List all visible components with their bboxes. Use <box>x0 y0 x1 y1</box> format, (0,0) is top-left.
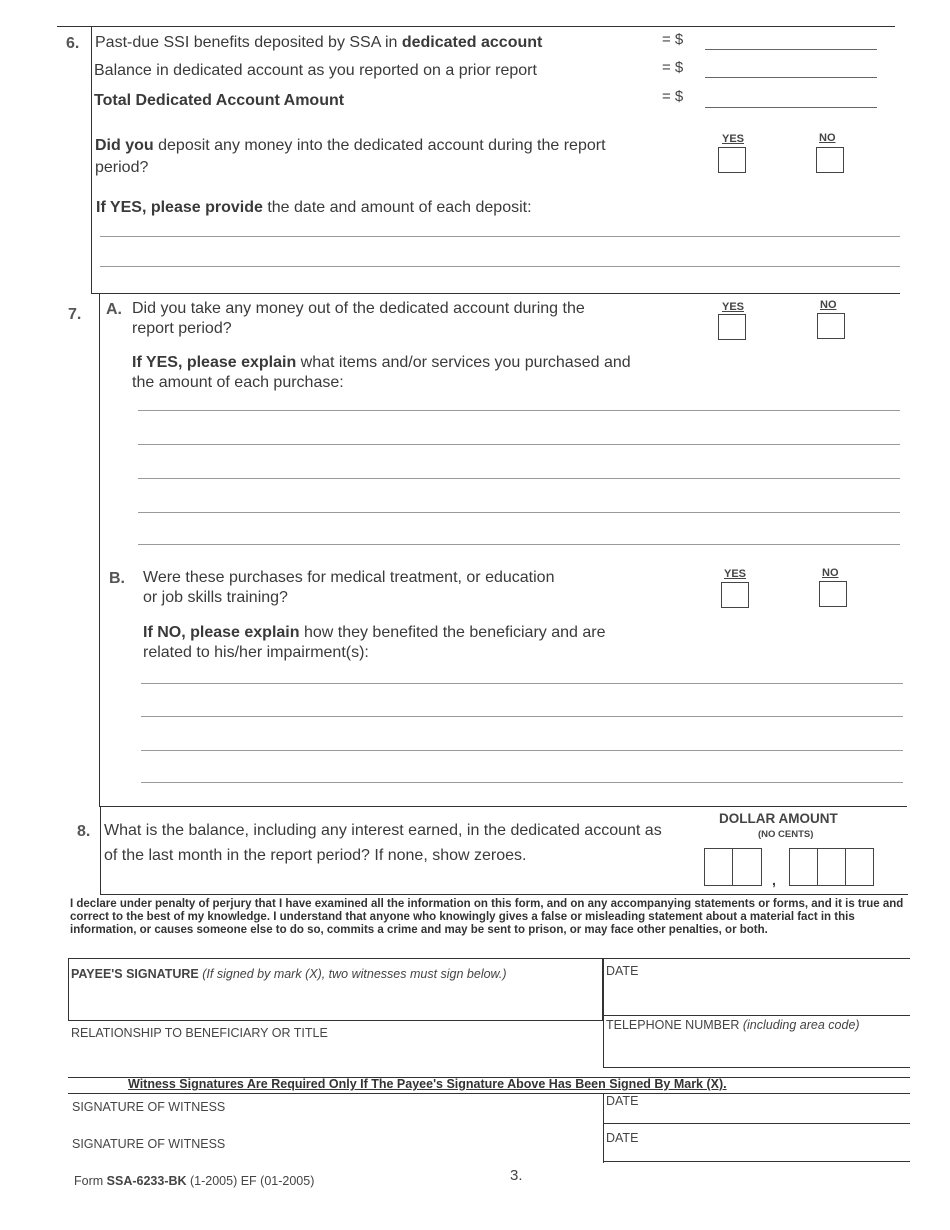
q7-bottom-rule <box>99 806 907 807</box>
witness-heading: Witness Signatures Are Required Only If The Payee's Signature Above Has Been Signed By Mark (X). <box>128 1077 727 1091</box>
witness-1-date-label: DATE <box>606 1094 639 1108</box>
witness-2-date-label: DATE <box>606 1131 639 1145</box>
q6-left-rule <box>91 27 92 294</box>
witness-2-label: SIGNATURE OF WITNESS <box>72 1137 226 1151</box>
q6-followup: If YES, please provide the date and amount of each deposit: <box>96 199 532 216</box>
perjury-declaration: I declare under penalty of perjury that I have examined all the information on this form, and on any accompanying statements or forms, and it is true and correct to the best of my knowledge. I understand that anyone who knowingly gives a false or misleading statement about a material fact in this information, or causes someone else to do so, commits a crime and may be sent to prison, or may face other penalties, or both. <box>70 898 904 936</box>
q6-yes-label: YES <box>722 133 745 145</box>
q6-row-2-eq: = $ <box>662 59 684 76</box>
telephone-field[interactable] <box>603 1016 910 1067</box>
q8-amount-title: DOLLAR AMOUNT <box>719 811 838 826</box>
payee-signature-label: PAYEE'S SIGNATURE (If signed by mark (X), two witnesses must sign below.) <box>71 967 507 981</box>
q7-number: 7. <box>68 306 82 323</box>
q6-no-checkbox[interactable] <box>816 147 844 173</box>
q6-no-label: NO <box>819 132 836 144</box>
payee-date-label: DATE <box>606 964 639 978</box>
q6-row-3-eq: = $ <box>662 88 684 105</box>
q7b-no-checkbox[interactable] <box>819 581 847 607</box>
q7b-answer-line-3[interactable] <box>141 750 903 751</box>
q7b-followup: If NO, please explain how they benefited the beneficiary and are related to his/her impairment(s): <box>143 624 606 661</box>
q6-row-1-label: Past-due SSI benefits deposited by SSA in dedicated account <box>95 34 543 51</box>
q7a-yes-label: YES <box>722 301 745 313</box>
q8-number: 8. <box>77 823 91 840</box>
q6-yes-checkbox[interactable] <box>718 147 746 173</box>
q7-left-rule <box>99 294 100 806</box>
q6-row-3-label: Total Dedicated Account Amount <box>94 92 345 109</box>
q7b-answer-line-4[interactable] <box>141 782 903 783</box>
q6-row-2-input[interactable] <box>705 77 877 78</box>
q8-amount-comma: , <box>772 872 776 888</box>
q6-row-1-eq: = $ <box>662 31 684 48</box>
q7a-no-label: NO <box>820 299 837 311</box>
witness-1-date-field[interactable] <box>603 1093 910 1123</box>
q8-amount-hundreds[interactable] <box>789 848 874 886</box>
witness-1-label: SIGNATURE OF WITNESS <box>72 1100 226 1114</box>
q6-bottom-rule <box>91 293 900 294</box>
q8-amount-thousands[interactable] <box>704 848 762 886</box>
relationship-field[interactable] <box>68 1021 603 1067</box>
q7b-no-label: NO <box>822 567 839 579</box>
q7b-letter: B. <box>109 570 125 587</box>
q7a-answer-line-2[interactable] <box>138 444 900 445</box>
q7a-yes-checkbox[interactable] <box>718 314 746 340</box>
q7b-yes-checkbox[interactable] <box>721 582 749 608</box>
q7a-followup: If YES, please explain what items and/or services you purchased and the amount of each purchase: <box>132 354 631 391</box>
q7a-answer-line-3[interactable] <box>138 478 900 479</box>
q7a-letter: A. <box>106 301 122 318</box>
q7a-no-checkbox[interactable] <box>817 313 845 339</box>
q8-left-rule <box>100 807 101 895</box>
q7b-question: Were these purchases for medical treatment, or education or job skills training? <box>143 569 555 606</box>
witness-1-field[interactable] <box>68 1093 603 1123</box>
top-rule <box>57 26 895 27</box>
q6-row-1-input[interactable] <box>705 49 877 50</box>
payee-date-field[interactable] <box>603 958 910 1015</box>
q7b-answer-line-2[interactable] <box>141 716 903 717</box>
telephone-bottom-rule <box>603 1067 910 1068</box>
q8-amount-subtitle: (NO CENTS) <box>758 829 814 840</box>
witness-2-field[interactable] <box>68 1124 603 1162</box>
q7b-yes-label: YES <box>724 568 747 580</box>
form-id: Form SSA-6233-BK (1-2005) EF (01-2005) <box>74 1174 315 1188</box>
witness-2-date-field[interactable] <box>603 1124 910 1162</box>
q6-row-3-input[interactable] <box>705 107 877 108</box>
q6-row-2-label: Balance in dedicated account as you reported on a prior report <box>94 62 537 79</box>
telephone-label: TELEPHONE NUMBER (including area code) <box>606 1018 860 1032</box>
q6-answer-line-1[interactable] <box>100 236 900 237</box>
q7a-question: Did you take any money out of the dedicated account during the report period? <box>132 300 585 337</box>
witness-2-bottom-rule <box>603 1161 910 1162</box>
q6-deposit-question: Did you deposit any money into the dedicated account during the report period? <box>95 137 606 176</box>
relationship-label: RELATIONSHIP TO BENEFICIARY OR TITLE <box>71 1026 328 1040</box>
q7a-answer-line-4[interactable] <box>138 512 900 513</box>
page-number: 3. <box>510 1167 523 1184</box>
q8-question: What is the balance, including any interest earned, in the dedicated account as of the last month in the report period? If none, show zeroes. <box>104 822 662 864</box>
q6-number: 6. <box>66 35 80 52</box>
q7b-answer-line-1[interactable] <box>141 683 903 684</box>
q7a-answer-line-5[interactable] <box>138 544 900 545</box>
q6-answer-line-2[interactable] <box>100 266 900 267</box>
q8-bottom-rule <box>100 894 908 895</box>
q7a-answer-line-1[interactable] <box>138 410 900 411</box>
